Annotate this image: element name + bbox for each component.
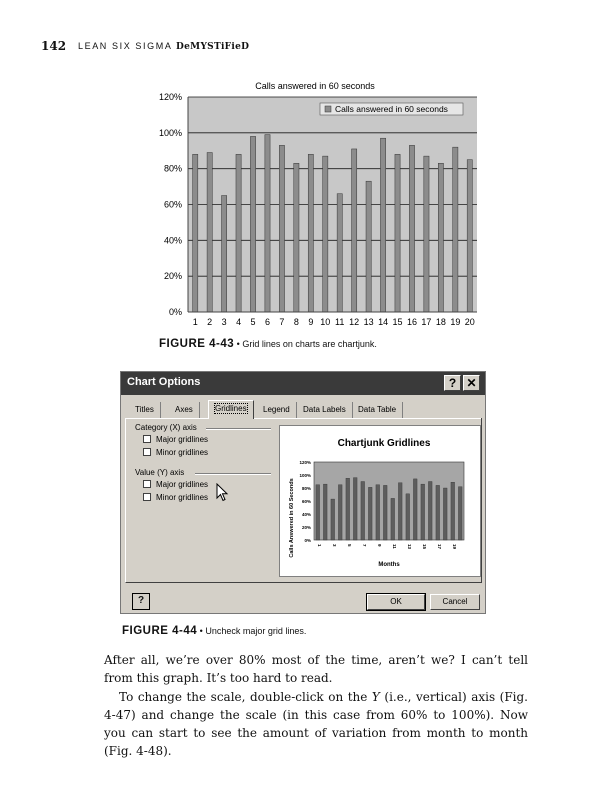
x-tick-label: 16 (406, 317, 417, 327)
preview-y-tick-label: 100% (299, 472, 311, 478)
x-tick-label: 19 (450, 317, 461, 327)
checkbox-label: Major gridlines (156, 480, 209, 489)
preview-bar (353, 478, 357, 540)
help-question-button[interactable]: ? (132, 593, 150, 610)
legend-swatch (325, 106, 331, 112)
y-tick-label: 80% (163, 163, 182, 174)
x-tick-label: 12 (349, 317, 360, 327)
bar (453, 147, 458, 312)
tab-data-table[interactable]: Data Table (352, 402, 403, 418)
preview-bar (406, 494, 410, 540)
tab-legend[interactable]: Legend (257, 402, 297, 418)
preview-bar (346, 478, 350, 540)
bar (395, 154, 400, 312)
preview-bar (413, 479, 417, 540)
running-header-plain: LEAN SIX SIGMA (78, 41, 172, 51)
preview-y-tick-label: 80% (301, 485, 311, 491)
gridlines-preview-chart (279, 425, 481, 577)
bar (279, 145, 284, 312)
tab-axes[interactable]: Axes (169, 402, 200, 418)
preview-bar (323, 484, 327, 540)
preview-x-tick-label: 1 (316, 544, 322, 547)
y-tick-label: 40% (163, 235, 182, 246)
paragraph-italic: Y (371, 690, 380, 704)
bar (409, 145, 414, 312)
preview-x-axis-label: Months (378, 562, 400, 568)
preview-y-axis-label: Calls Answered in 60 Seconds (289, 478, 295, 558)
preview-x-tick-label: 19 (451, 544, 457, 550)
checkbox-label: Minor gridlines (156, 448, 209, 457)
running-header-styled: DeMYSTiFieD (176, 42, 250, 52)
x-tick-label: 13 (363, 317, 374, 327)
x-tick-label: 5 (250, 317, 256, 327)
y-tick-label: 120% (158, 92, 182, 102)
page-number: 142 (41, 39, 67, 53)
x-tick-label: 4 (236, 317, 242, 327)
preview-bar (331, 499, 335, 540)
legend-label: Calls answered in 60 seconds (335, 104, 448, 114)
y-tick-label: 60% (163, 199, 182, 210)
calls-answered-chart (140, 76, 484, 336)
preview-x-tick-labels (317, 544, 457, 550)
preview-bar (428, 482, 432, 541)
preview-bar (391, 498, 395, 540)
body-paragraph (104, 688, 528, 760)
bar (337, 194, 342, 312)
preview-x-tick-label: 3 (331, 544, 337, 547)
preview-bar (443, 488, 447, 540)
figure-44-caption (122, 625, 306, 637)
bar (236, 154, 241, 312)
bar (308, 154, 313, 312)
bar (380, 138, 385, 312)
tab-gridlines[interactable] (208, 400, 254, 419)
y-tick-labels (159, 92, 182, 317)
chart-title: Calls answered in 60 seconds (255, 81, 375, 91)
x-tick-label: 11 (335, 317, 345, 327)
mouse-cursor-icon (216, 483, 230, 503)
group-divider (195, 473, 271, 475)
caption-text: • Grid lines on charts are chartjunk. (234, 339, 377, 349)
preview-y-tick-labels (299, 460, 311, 543)
x-tick-labels (193, 317, 475, 327)
legend (320, 103, 463, 115)
category-major-gridlines-checkbox[interactable] (143, 435, 208, 444)
checkbox-box[interactable] (143, 480, 151, 488)
bar (193, 154, 198, 312)
body-paragraph: After all, we’re over 80% most of the time, aren’t we? I can’t tell from this graph. It’s too hard to read. (104, 653, 528, 685)
y-tick-label: 0% (168, 307, 182, 317)
dialog-titlebar[interactable] (121, 372, 485, 395)
close-icon[interactable]: ✕ (463, 375, 480, 391)
x-tick-label: 1 (192, 317, 198, 327)
x-tick-label: 7 (279, 317, 285, 327)
x-tick-label: 14 (378, 317, 389, 327)
y-tick-label: 100% (158, 127, 182, 138)
category-axis-group-label: Category (X) axis (135, 423, 197, 432)
bar (250, 136, 255, 312)
bar (424, 156, 429, 312)
preview-bar (368, 487, 372, 540)
x-tick-label: 3 (221, 317, 227, 327)
running-header (78, 41, 249, 52)
checkbox-label: Minor gridlines (156, 493, 209, 502)
preview-bar (383, 485, 387, 540)
preview-x-tick-label: 13 (406, 544, 412, 550)
x-tick-label: 2 (207, 317, 213, 327)
preview-y-tick-label: 40% (301, 511, 311, 517)
preview-y-tick-label: 60% (301, 498, 311, 504)
checkbox-box[interactable] (143, 448, 151, 456)
checkbox-box[interactable] (143, 493, 151, 501)
preview-x-tick-label: 15 (421, 544, 427, 550)
x-tick-label: 20 (464, 317, 475, 327)
preview-bar (316, 485, 320, 540)
figure-43-caption (159, 338, 377, 350)
value-minor-gridlines-checkbox[interactable] (143, 493, 208, 502)
preview-x-tick-label: 7 (361, 544, 367, 547)
x-tick-label: 17 (421, 317, 432, 327)
bar (207, 153, 212, 312)
preview-title: Chartjunk Gridlines (337, 438, 431, 449)
preview-bar (421, 484, 425, 540)
bar (352, 149, 357, 312)
y-tick-label: 20% (163, 271, 182, 282)
x-tick-label: 6 (264, 317, 270, 327)
tab-data-labels[interactable]: Data Labels (297, 402, 353, 418)
bar (467, 160, 472, 312)
preview-bar (338, 485, 342, 540)
chart-options-dialog (120, 371, 486, 614)
x-tick-label: 8 (293, 317, 299, 327)
bar (294, 163, 299, 312)
x-tick-label: 18 (435, 317, 446, 327)
caption-number: FIGURE 4-43 (159, 338, 235, 350)
x-tick-label: 15 (392, 317, 403, 327)
preview-y-tick-label: 20% (301, 524, 311, 530)
preview-bar (376, 485, 380, 540)
x-tick-label: 9 (308, 317, 314, 327)
preview-x-tick-label: 11 (391, 544, 397, 549)
dialog-title: Chart Options (127, 376, 201, 388)
bar (222, 196, 227, 312)
bar (438, 163, 443, 312)
tab-gridlines-label: Gridlines (215, 404, 247, 413)
bar (265, 135, 270, 312)
cancel-button[interactable]: Cancel (430, 594, 480, 610)
preview-bar (398, 483, 402, 540)
paragraph-text: (i.e., vertical) axis (Fig. 4-47) and change the scale (in this case from 60% to 100%). Now you can start to see the amount of variation from month to month (Fig. 4-48). (104, 690, 528, 758)
checkbox-box[interactable] (143, 435, 151, 443)
ok-button[interactable]: OK (367, 594, 425, 610)
caption-number: FIGURE 4-44 (122, 625, 198, 637)
preview-bar (436, 485, 440, 540)
preview-x-tick-label: 5 (346, 544, 352, 547)
category-minor-gridlines-checkbox[interactable] (143, 448, 208, 457)
caption-text: • Uncheck major grid lines. (197, 626, 307, 636)
preview-x-tick-label: 9 (376, 544, 382, 547)
preview-bar (451, 482, 455, 540)
x-tick-label: 10 (320, 317, 331, 327)
preview-bar (458, 487, 462, 540)
preview-y-tick-label: 0% (304, 537, 311, 543)
preview-plot-area (314, 462, 464, 540)
checkbox-label: Major gridlines (156, 435, 209, 444)
bar (323, 156, 328, 312)
group-divider (206, 428, 271, 430)
help-icon[interactable]: ? (444, 375, 461, 391)
value-axis-group-label: Value (Y) axis (135, 468, 185, 477)
paragraph-text: To change the scale, double-click on the (119, 690, 372, 704)
preview-y-tick-label: 120% (299, 459, 311, 465)
preview-bar (361, 482, 365, 541)
bar (366, 181, 371, 312)
value-major-gridlines-checkbox[interactable] (143, 480, 208, 489)
tab-titles[interactable]: Titles (129, 402, 161, 418)
preview-x-tick-label: 17 (436, 544, 442, 550)
